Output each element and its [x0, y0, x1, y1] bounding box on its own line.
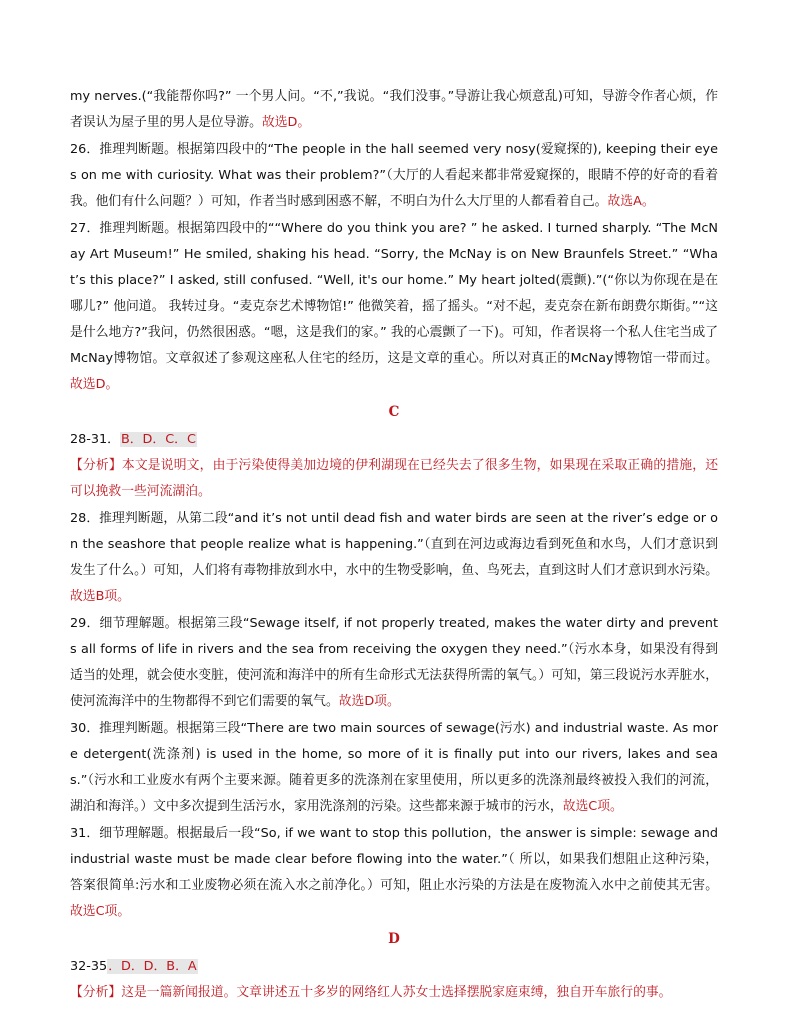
analysis-tag: 【分析】	[70, 985, 122, 1000]
answer-text: 故选D。	[261, 115, 311, 130]
analysis-text: 这是一篇新闻报道。文章讲述五十多岁的网络红人苏女士选择摆脱家庭束缚，独自开车旅行的事。	[121, 985, 672, 1000]
explanation-28	[70, 506, 718, 610]
answer-text: 故选A。	[607, 194, 655, 209]
answer-text: 故选B项。	[70, 589, 130, 604]
section-d-answers	[70, 954, 718, 980]
explanation-text: 26．推理判断题。根据第四段中的“The people in the hall seemed very nosy(爱窥探的), keeping their eyes on me with curiosity. What was their problem?”（大厅的人看起来都非常爱窥探的，眼睛不停的好奇的看着我。他们有什么问题？）可知，作者当时感到困惑不解，不明白为什么大厅里的人都看着自己。	[70, 142, 718, 209]
analysis-tag: 【分析】	[70, 458, 122, 473]
section-d-heading: D	[388, 931, 400, 947]
explanation-26	[70, 137, 718, 215]
explanation-text: 28．推理判断题，从第二段“and it’s not until dead fish and water birds are seen at the river’s edge or on the seashore that people realize what is happening.”（直到在河边或海边看到死鱼和水鸟，人们才意识到发生了什么。）可知，人们将有毒物排放到水中，水中的生物受影响，鱼、鸟死去，直到这时人们才意识到水污染。	[70, 511, 718, 578]
answers-range: 32-35	[70, 959, 108, 974]
answers-values: ．D．D．B．A	[108, 959, 197, 974]
section-c-analysis	[70, 453, 718, 505]
analysis-text: 本文是说明文，由于污染使得美加边境的伊利湖现在已经失去了很多生物，如果现在采取正确的措施，还可以挽救一些河流湖泊。	[70, 458, 719, 499]
answers-values: B．D．C．C	[120, 432, 196, 447]
answer-text: 故选C项。	[70, 904, 131, 919]
section-c-heading: C	[388, 404, 400, 420]
answers-range: 28-31．	[70, 432, 120, 447]
answer-text: 故选D项。	[338, 694, 400, 709]
explanation-29	[70, 611, 718, 715]
explanation-text: my nerves.(“我能帮你吗?” 一个男人问。“不,”我说。“我们没事。”导游让我心烦意乱)可知，导游令作者心烦，作者误认为屋子里的男人是位导游。	[70, 89, 718, 130]
answer-text: 故选D。	[70, 377, 119, 392]
answer-text: 故选C项。	[562, 799, 623, 814]
explanation-27	[70, 216, 718, 398]
explanation-30	[70, 716, 718, 820]
explanation-25	[70, 84, 718, 136]
explanation-31	[70, 821, 718, 925]
explanation-text: 30．推理判断题。根据第三段“There are two main sources of sewage(污水) and industrial waste. As more detergent(洗涤剂) is used in the home, so more of it is finally put into our rivers, lakes and seas.”（污水和工业废水有两个主要来源。随着更多的洗涤剂在家里使用，所以更多的洗涤剂最终被投入我们的河流，湖泊和海洋。）文中多次提到生活污水，家用洗涤剂的污染。这些都来源于城市的污水，	[70, 721, 718, 814]
section-d-analysis	[70, 980, 718, 1006]
explanation-text: 27．推理判断题。根据第四段中的““Where do you think you are? ” he asked. I turned sharply. “The McNay Art Museum!” He smiled, shaking his head. “Sorry, the McNay is on New Braunfels Street.” “What’s this place?” I asked, still confused. “Well, it's our home.” My heart jolted(震颤).”(“你以为你现在是在哪儿?” 他问道。 我转过身。“麦克奈艺术博物馆!” 他微笑着，摇了摇头。“对不起，麦克奈在新布朗费尔斯街。”“这是什么地方?”我问，仍然很困惑。“嗯，这是我们的家。” 我的心震颤了一下)。可知，作者误将一个私人住宅当成了McNay博物馆。文章叙述了参观这座私人住宅的经历，这是文章的重心。所以对真正的McNay博物馆一带而过。	[70, 221, 718, 366]
explanation-text: 29．细节理解题。根据第三段“Sewage itself, if not properly treated, makes the water dirty and prevents all forms of life in rivers and the sea from receiving the oxygen they need.”（污水本身，如果没有得到适当的处理，就会使水变脏，使河流和海洋中的所有生命形式无法获得所需的氧气。）可知，第三段说污水弄脏水，使河流海洋中的生物都得不到它们需要的氧气。	[70, 616, 718, 709]
explanation-text: 31．细节理解题。根据最后一段“So, if we want to stop this pollution，the answer is simple: sewage and industrial waste must be made clear before flowing into the water.”（ 所以，如果我们想阻止这种污染，答案很简单:污水和工业废物必须在流入水之前净化。）可知，阻止水污染的方法是在废物流入水中之前使其无害。	[70, 826, 718, 893]
section-c-answers	[70, 427, 718, 453]
